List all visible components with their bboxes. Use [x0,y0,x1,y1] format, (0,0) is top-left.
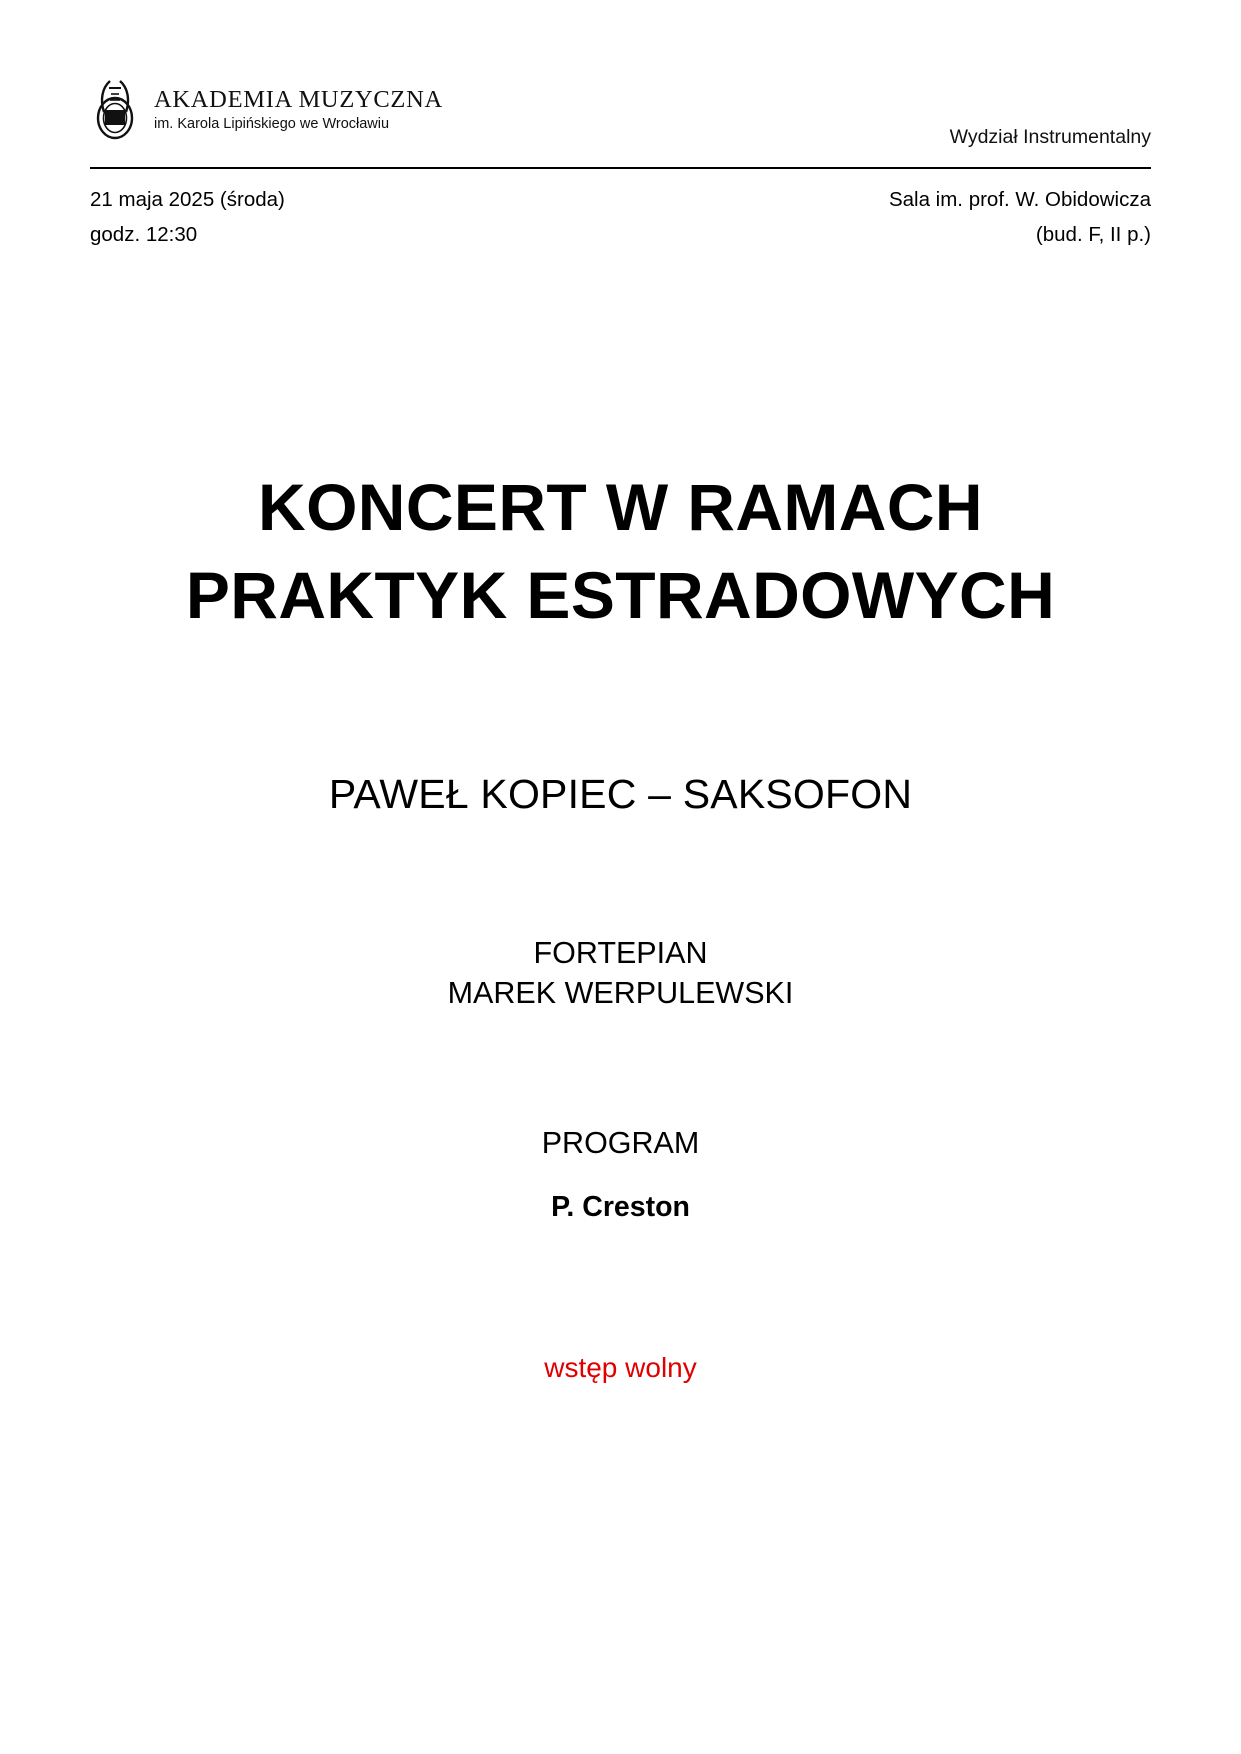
lyre-icon [90,78,140,140]
accompanist-name: MAREK WERPULEWSKI [447,976,794,1011]
faculty-label: Wydział Instrumentalny [949,126,1151,148]
institution-branding [90,78,443,140]
event-location [889,182,1151,253]
event-datetime [90,182,285,253]
accompanist-role: FORTEPIAN [533,936,708,971]
page-title: KONCERT W RAMACH PRAKTYK ESTRADOWYCH [185,470,1056,633]
performer-line: PAWEŁ KOPIEC – SAKSOFON [328,770,913,817]
poster-header [90,0,1151,178]
event-time: godz. 12:30 [90,223,198,247]
event-date: 21 maja 2025 (środa) [90,188,285,211]
accompanist-block [90,933,1151,1014]
program-heading: PROGRAM [541,1125,700,1160]
institution-text [154,86,443,132]
institution-name: AKADEMIA MUZYCZNA [154,86,443,114]
event-venue: Sala im. prof. W. Obidowicza [888,188,1151,211]
header-divider [90,167,1151,169]
institution-subtitle: im. Karola Lipińskiego we Wrocławiu [154,115,390,132]
poster-body [90,300,1151,1387]
program-item: P. Creston [551,1191,690,1224]
event-meta [90,182,1151,253]
free-entry-note: wstęp wolny [544,1352,697,1384]
event-venue-detail: (bud. F, II p.) [1035,223,1151,247]
